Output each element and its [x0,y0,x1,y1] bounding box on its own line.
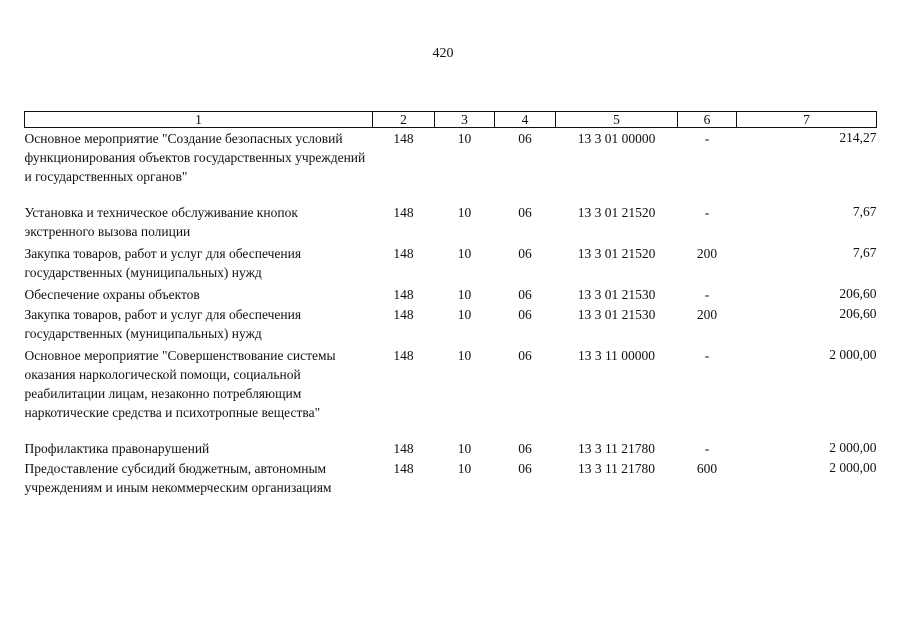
header-col-5: 5 [556,112,678,128]
row-section: 10 [457,441,472,456]
row-target-article: 13 3 11 00000 [577,348,656,363]
row-subsection: 06 [518,461,532,476]
row-subsection: 06 [518,131,532,146]
row-name: Профилактика правонарушений [24,441,210,456]
row-name: Предоставление субсидий бюджетным, автономным учреждениям и иным некоммерческим организациям [24,461,332,495]
table-row [25,438,877,458]
row-subsection: 06 [518,246,532,261]
row-name: Закупка товаров, работ и услуг для обеспечения государственных (муниципальных) нужд [24,307,302,341]
header-col-3: 3 [435,112,495,128]
row-subsection: 06 [518,307,532,322]
row-amount: 7,67 [852,204,877,219]
table-row [25,202,877,243]
row-ministry-code: 148 [393,461,414,476]
row-section: 10 [457,307,472,322]
header-col-4: 4 [495,112,556,128]
row-subsection: 06 [518,287,532,302]
row-amount: 206,60 [839,306,877,321]
row-amount: 206,60 [839,286,877,301]
row-amount: 2 000,00 [829,440,877,455]
table-row [25,345,877,438]
row-expense-type: 600 [696,461,718,476]
table-row [25,243,877,284]
header-col-6: 6 [678,112,737,128]
row-expense-type: 200 [696,307,718,322]
row-target-article: 13 3 01 21530 [577,307,656,322]
header-col-2: 2 [373,112,435,128]
row-amount: 7,67 [852,245,877,260]
row-section: 10 [457,461,472,476]
page-number: 420 [432,46,454,61]
table-row [25,128,877,203]
row-name: Основное мероприятие "Совершенствование системы оказания наркологической помощи, социальной реабилитации лицам, незаконно потребляющим наркотические средства и психотропные вещества" [24,348,336,420]
row-section: 10 [457,205,472,220]
row-section: 10 [457,287,472,302]
row-expense-type: - [704,131,710,146]
table-row [25,458,877,497]
table-header-row [25,112,877,128]
row-subsection: 06 [518,441,532,456]
row-expense-type: - [704,205,710,220]
row-ministry-code: 148 [393,205,414,220]
row-expense-type: - [704,287,710,302]
row-expense-type: - [704,348,710,363]
row-section: 10 [457,131,472,146]
row-section: 10 [457,348,472,363]
row-ministry-code: 148 [393,131,414,146]
row-target-article: 13 3 01 21520 [577,246,656,261]
row-expense-type: 200 [696,246,718,261]
table-row [25,284,877,304]
row-subsection: 06 [518,348,532,363]
row-target-article: 13 3 11 21780 [577,461,656,476]
row-subsection: 06 [518,205,532,220]
row-target-article: 13 3 01 21530 [577,287,656,302]
row-name: Обеспечение охраны объектов [24,287,200,302]
row-ministry-code: 148 [393,348,414,363]
row-ministry-code: 148 [393,287,414,302]
row-amount: 214,27 [839,130,877,145]
row-name: Основное мероприятие "Создание безопасных условий функционирования объектов государственных учреждений и государственных органов" [24,131,366,184]
row-name: Закупка товаров, работ и услуг для обеспечения государственных (муниципальных) нужд [24,246,302,280]
row-target-article: 13 3 11 21780 [577,441,656,456]
budget-table [24,111,877,497]
table-row [25,304,877,345]
row-amount: 2 000,00 [829,347,877,362]
row-amount: 2 000,00 [829,460,877,475]
row-name: Установка и техническое обслуживание кнопок экстренного вызова полиции [24,205,298,239]
row-ministry-code: 148 [393,307,414,322]
header-col-7: 7 [737,112,877,128]
row-section: 10 [457,246,472,261]
row-target-article: 13 3 01 21520 [577,205,656,220]
row-ministry-code: 148 [393,246,414,261]
row-ministry-code: 148 [393,441,414,456]
row-expense-type: - [704,441,710,456]
header-col-1: 1 [25,112,373,128]
row-target-article: 13 3 01 00000 [577,131,656,146]
